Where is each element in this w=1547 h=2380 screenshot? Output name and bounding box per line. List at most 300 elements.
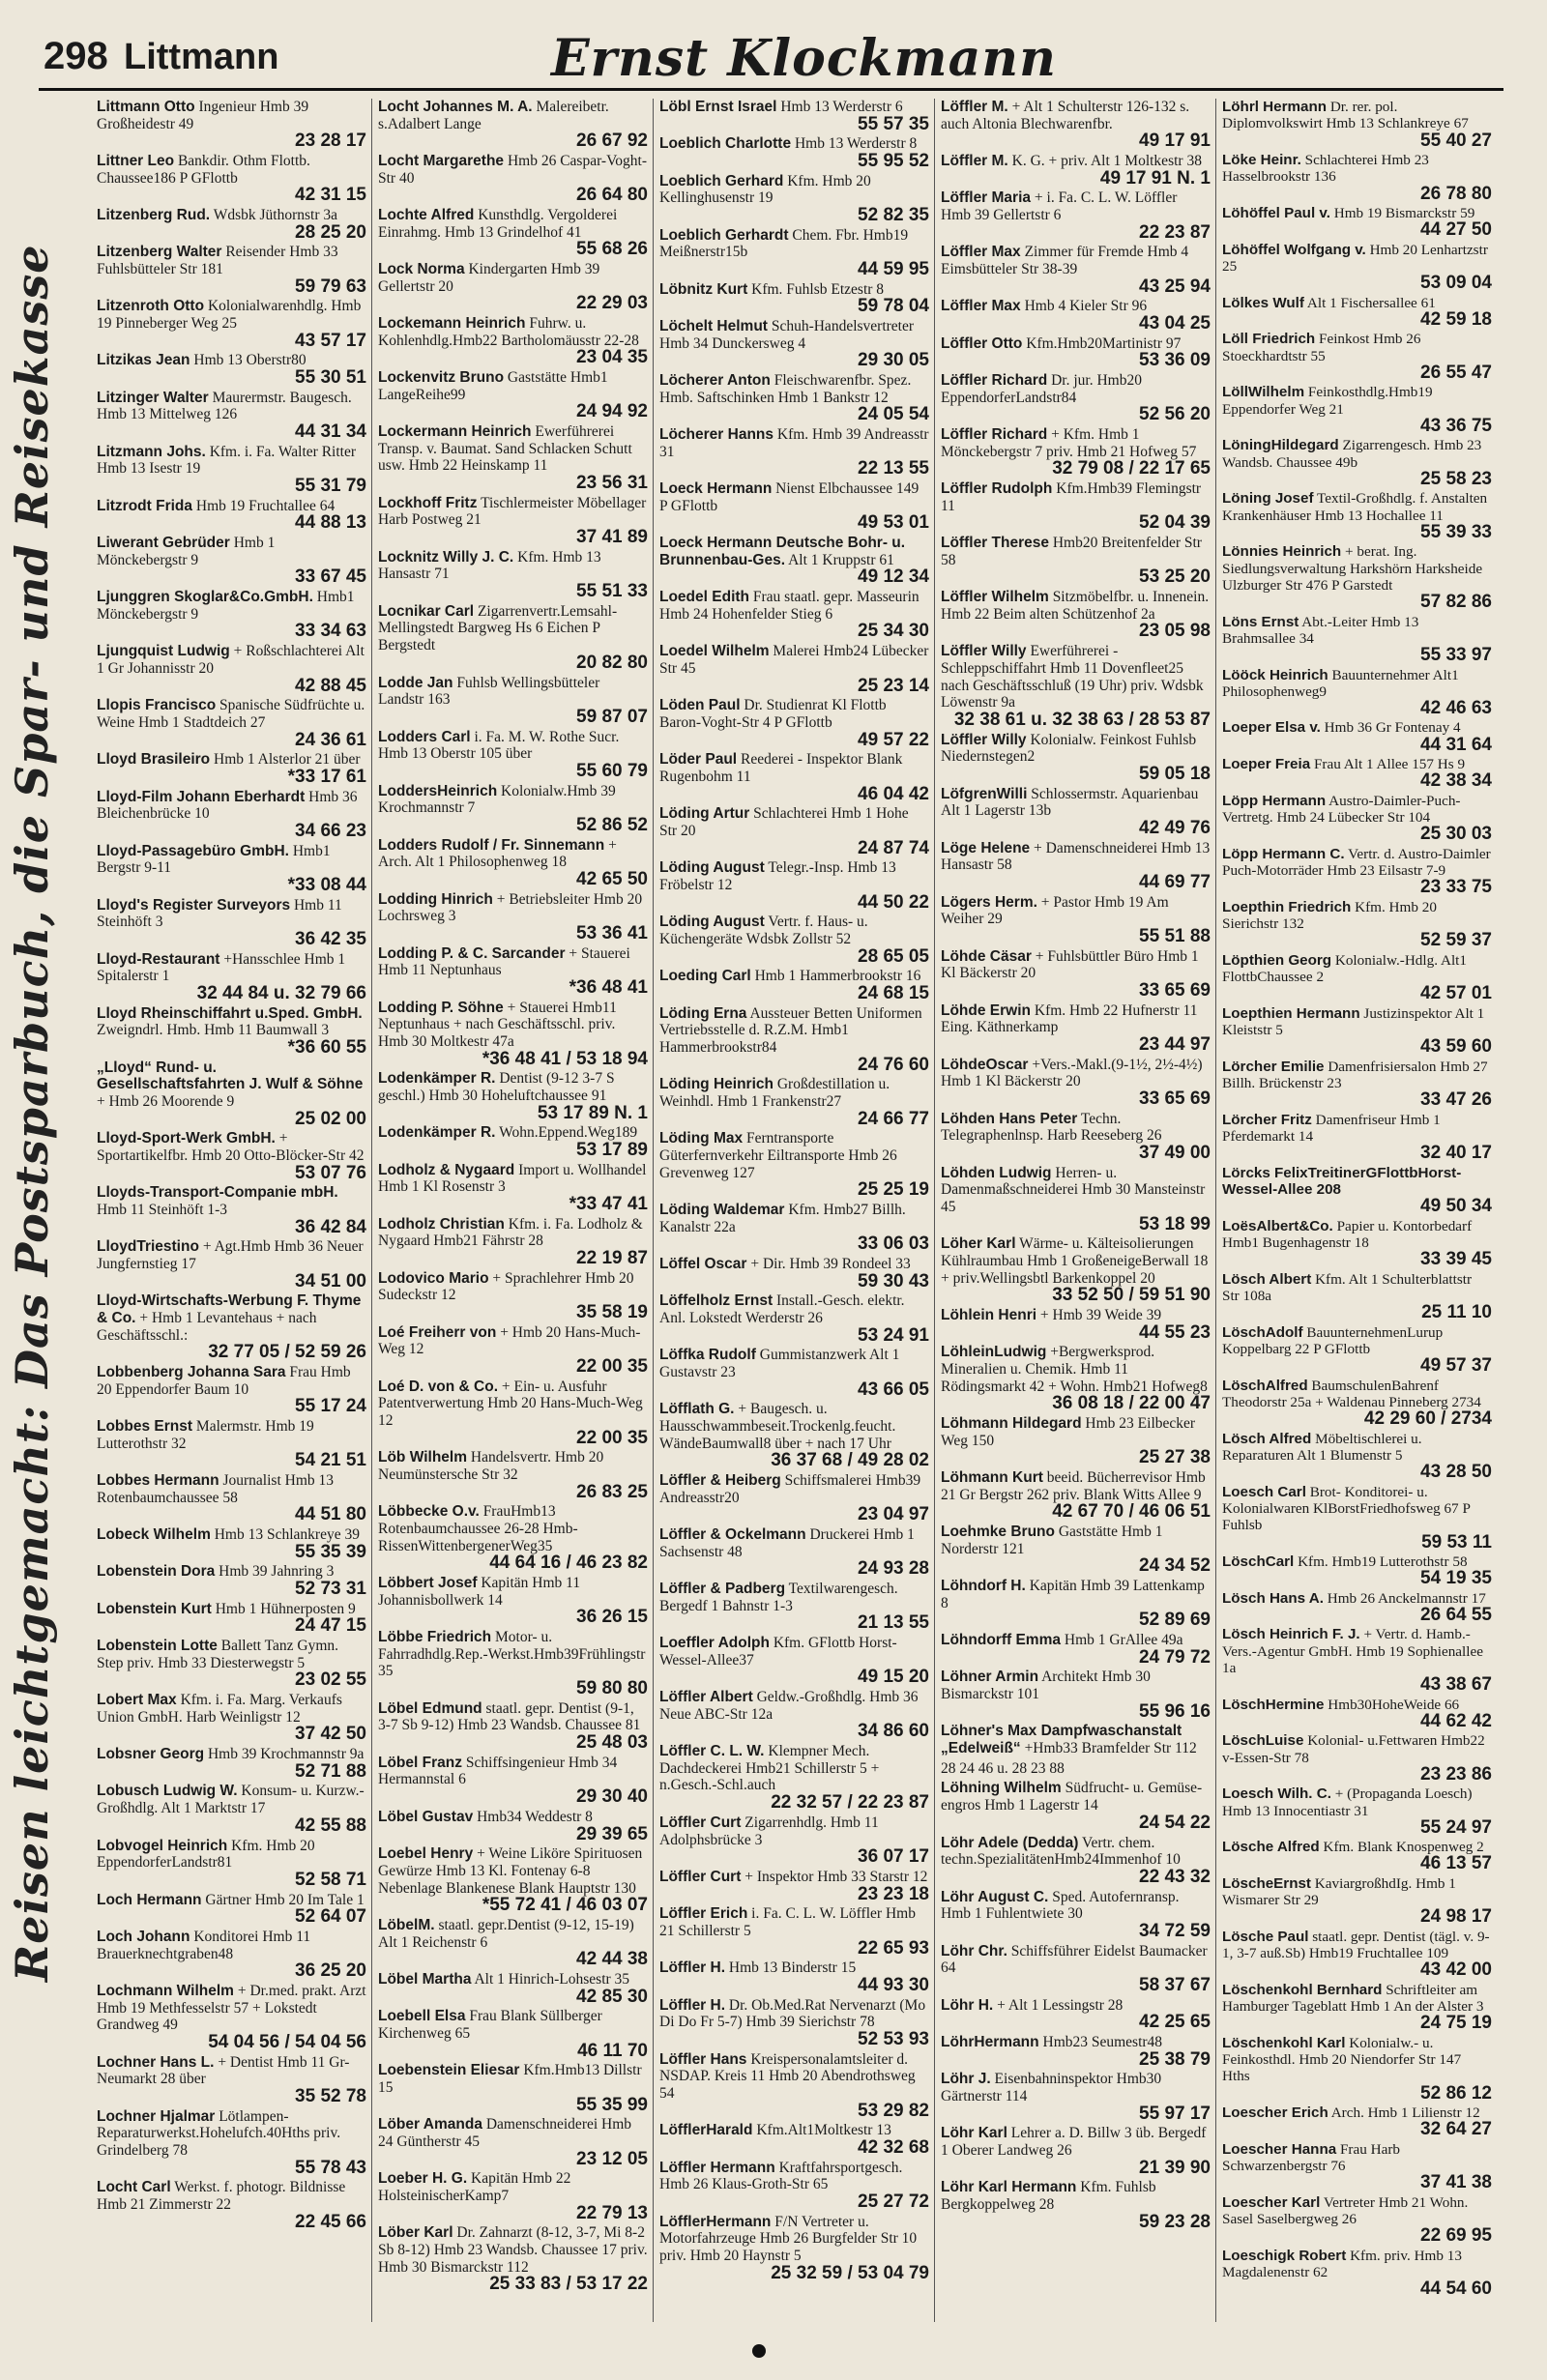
entry-phone: 43 04 25 — [1139, 313, 1211, 334]
directory-entry — [1222, 295, 1492, 329]
entry-details: + Alt 1 Schulterstr 126-132 s. auch Altonia Blechwarenfbr. — [941, 99, 1190, 132]
entry-name: Ljunggren Skoglar&Co.GmbH. — [97, 589, 313, 606]
column-divider — [1215, 99, 1216, 2322]
entry-name: Löbnitz Kurt — [659, 280, 748, 298]
entry-phone: 52 82 35 — [858, 205, 929, 226]
entry-details: Kfm. Hmb 20 EppendorferLandstr81 — [97, 1837, 315, 1872]
directory-entry — [1222, 242, 1492, 292]
directory-entry — [378, 2062, 648, 2113]
entry-phone: 53 09 04 — [1420, 273, 1492, 294]
entry-name: Löhde Cäsar — [941, 947, 1032, 965]
directory-entry — [378, 315, 648, 366]
entry-details: Vertr. d. Austro-Daimler Puch-Motorräder Hmb 23 Eilsastr 7-9 — [1222, 845, 1491, 880]
entry-name: Löffler Otto — [941, 334, 1023, 352]
directory-entry — [659, 1959, 929, 1993]
entry-name: Löffler M. — [941, 153, 1008, 170]
entry-phone: 36 07 17 — [858, 1846, 929, 1868]
directory-entry — [941, 1943, 1211, 1994]
entry-name: Löhmann Kurt — [941, 1469, 1043, 1487]
directory-entry — [941, 99, 1211, 150]
directory-entry — [941, 335, 1211, 369]
entry-phone: 44 69 77 — [1139, 871, 1211, 892]
entry-details: Hmb 1 Alsterlor 21 über — [214, 751, 361, 769]
directory-entry — [97, 298, 366, 349]
entry-name: Löke Heinr. — [1222, 151, 1301, 168]
directory-entry — [941, 1578, 1211, 1629]
entry-name: Locht Margarethe — [378, 153, 505, 170]
entry-phone: 23 28 17 — [295, 131, 366, 152]
entry-phone: 52 86 12 — [1420, 2082, 1492, 2104]
entry-phone: 55 40 27 — [1420, 130, 1492, 151]
entry-details: Malermstr. Hmb 19 Lutterothstr 32 — [97, 1418, 314, 1452]
entry-name: Lloyd Brasileiro — [97, 751, 211, 769]
entry-name: Loeffler Adolph — [659, 1635, 770, 1652]
entry-name: Löden Paul — [659, 697, 741, 714]
entry-details: + i. Fa. C. L. W. Löffler Hmb 39 Gellertstr 6 — [941, 189, 1178, 224]
entry-name: Löffler Richard — [941, 372, 1048, 390]
entry-phone: 59 78 04 — [858, 296, 929, 317]
directory-entry — [97, 390, 366, 441]
directory-entry — [378, 1575, 648, 1626]
entry-name: Lloyd Rheinschiffahrt u.Sped. GmbH. — [97, 1004, 363, 1022]
entry-phone: *36 48 41 / 53 18 94 — [482, 1048, 648, 1069]
entry-phone: 25 27 38 — [1139, 1447, 1211, 1468]
entry-name: Löhde Erwin — [941, 1001, 1031, 1019]
entry-details: Wärme- u. Kälteisolierungen Kühlraumbau Hmb 1 GroßeneigeBerwall 18 + priv.Wellingsbtl Barkenkoppel 20 — [941, 1235, 1209, 1287]
entry-phone: 53 36 09 — [1139, 350, 1211, 371]
entry-phone: 43 57 17 — [295, 330, 366, 351]
entry-name: Lobenstein Kurt — [97, 1600, 212, 1617]
entry-details: Kfm.Hmb39 Flemingstr 11 — [941, 480, 1202, 514]
entry-details: Gaststätte Hmb1 LangeReihe99 — [378, 369, 608, 403]
directory-entry — [1222, 1553, 1492, 1587]
entry-phone: 49 57 22 — [858, 729, 929, 750]
entry-phone: 33 65 69 — [1139, 979, 1211, 1001]
directory-entry — [1222, 756, 1492, 790]
directory-entry — [97, 643, 366, 694]
entry-phone: 26 83 25 — [576, 1481, 648, 1502]
entry-name: Löhner Armin — [941, 1669, 1039, 1686]
directory-entry — [659, 589, 929, 640]
entry-details: Hmb 20 Lenhartzstr 25 — [1222, 241, 1488, 275]
entry-name: Loescher Karl — [1222, 2193, 1321, 2211]
entry-name: Löhmann Hildegard — [941, 1415, 1082, 1433]
entry-name: Lööck Heinrich — [1222, 666, 1328, 683]
entry-name: Löffler Maria — [941, 189, 1032, 207]
directory-entry — [97, 1838, 366, 1889]
entry-name: Löhlein Henri — [941, 1307, 1037, 1324]
directory-entry — [941, 1415, 1211, 1466]
directory-entry — [1222, 1324, 1492, 1375]
entry-phone: 37 42 50 — [295, 1724, 366, 1745]
entry-details: Dr. Studienrat Kl Flottb Baron-Voght-Str 4 P GFlottb — [659, 697, 887, 731]
entry-name: Löb Wilhelm — [378, 1449, 467, 1466]
entry-phone: 29 39 65 — [576, 1823, 648, 1844]
entry-details: + Hmb 20 Hans-Much-Weg 12 — [378, 1323, 641, 1358]
entry-phone: 44 54 60 — [1420, 2278, 1492, 2300]
entry-name: Löhr J. — [941, 2071, 991, 2088]
entry-details: Kfm. Hmb19 Lutterothstr 58 — [1298, 1553, 1468, 1570]
entry-phone: 55 39 33 — [1420, 521, 1492, 542]
entry-name: Loebell Elsa — [378, 2008, 466, 2025]
directory-entry — [1222, 1929, 1492, 1979]
entry-phone: 53 17 89 N. 1 — [537, 1102, 648, 1123]
entry-phone: 42 31 15 — [295, 185, 366, 206]
entry-phone: 23 23 86 — [1420, 1763, 1492, 1785]
entry-phone: 22 43 32 — [1139, 1866, 1211, 1887]
directory-entry — [97, 1526, 366, 1560]
entry-name: Löbel Edmund — [378, 1699, 482, 1717]
entry-details: + Weine Liköre Spirituosen Gewürze Hmb 13 Kl. Fontenay 6-8 Nebenlage Blankenese Blank Hauptstr 130 — [378, 1845, 643, 1897]
entry-phone: 53 18 99 — [1139, 1213, 1211, 1234]
entry-phone: 46 04 42 — [858, 783, 929, 804]
directory-entry — [941, 948, 1211, 1000]
directory-entry — [97, 1601, 366, 1635]
entry-name: Loedel Edith — [659, 589, 749, 606]
entry-details: Hmb 1 Hammerbrookstr 16 — [754, 968, 921, 985]
entry-details: Hmb 19 Fruchtallee 64 — [195, 497, 336, 514]
directory-entry — [1222, 1732, 1492, 1783]
entry-phone: 28 25 20 — [295, 221, 366, 243]
entry-phone: 25 27 72 — [858, 2191, 929, 2212]
entry-phone: 23 04 35 — [576, 347, 648, 368]
entry-name: Löding Erna — [659, 1004, 747, 1022]
entry-phone: 59 23 28 — [1139, 2211, 1211, 2232]
entry-name: Loeblich Charlotte — [659, 135, 792, 153]
directory-entry — [378, 1124, 648, 1158]
entry-details: Motor- u. Fahrradhdlg.Rep.-Werkst.Hmb39Frühlingstr 35 — [378, 1629, 646, 1680]
entry-phone: 23 56 31 — [576, 473, 648, 494]
directory-entry — [378, 423, 648, 492]
directory-entry — [97, 951, 366, 1002]
entry-name: LöllWilhelm — [1222, 384, 1305, 401]
entry-name: Loepthien Hermann — [1222, 1004, 1360, 1022]
entry-name: Löschenkohl Karl — [1222, 2034, 1346, 2051]
entry-phone: 42 65 50 — [576, 868, 648, 889]
entry-details: Malerei Hmb24 Lübecker Str 45 — [659, 643, 929, 677]
directory-entry — [659, 99, 929, 132]
entry-phone: 53 17 89 — [576, 1139, 648, 1160]
entry-name: Löbbecke O.v. — [378, 1503, 480, 1521]
entry-details: Hmb1 Mönckebergstr 9 — [97, 589, 355, 623]
entry-details: Schriftleiter am Hamburger Tageblatt Hmb 1 An der Alster 3 — [1222, 1981, 1484, 2016]
entry-name: LöscheErnst — [1222, 1874, 1311, 1892]
entry-phone: 22 69 95 — [1420, 2225, 1492, 2247]
entry-name: Locht Johannes M. A. — [378, 99, 533, 115]
entry-details: Konditorei Hmb 11 Brauerknechtgraben48 — [97, 1928, 311, 1962]
page-header — [39, 29, 1503, 87]
entry-phone: 49 15 20 — [858, 1667, 929, 1688]
directory-entry — [378, 2170, 648, 2221]
directory-entry — [378, 675, 648, 726]
entry-phone: 24 68 15 — [858, 982, 929, 1003]
entry-name: Loedel Wilhelm — [659, 643, 770, 660]
directory-entry — [659, 1472, 929, 1524]
directory-entry — [97, 207, 366, 241]
entry-name: Lörcks FelixTreitinerGFlottbHorst-Wessel-Allee 208 — [1222, 1164, 1462, 1199]
directory-entry — [941, 894, 1211, 945]
directory-entry — [1222, 490, 1492, 540]
entry-details: Kfm. Hmb 22 Hufnerstr 11 Eing. Käthnerkamp — [941, 1001, 1198, 1036]
entry-details: Vertr. chem. techn.SpezialitätenHmb24Immenhof 10 — [941, 1834, 1181, 1869]
entry-details: Hmb 11 Steinhöft 1-3 — [97, 1201, 228, 1218]
entry-name: Löhden Hans Peter — [941, 1110, 1078, 1127]
entry-name: Löcherer Anton — [659, 372, 771, 390]
entry-details: Install.-Gesch. elektr. Anl. Lokstedt Werderstr 26 — [659, 1292, 905, 1327]
entry-details: Ferntransporte Güterfernverkehr Eiltransporte Hmb 26 Grevenweg 127 — [659, 1130, 897, 1181]
entry-name: Löll Friedrich — [1222, 331, 1316, 348]
entry-phone: *36 48 41 — [569, 976, 648, 998]
directory-entry — [1222, 667, 1492, 717]
entry-phone: 22 65 93 — [858, 1937, 929, 1959]
entry-phone: 29 30 05 — [858, 350, 929, 371]
entry-phone: 53 25 20 — [1139, 566, 1211, 588]
entry-details: Schiffsmalerei Hmb39 Andreasstr20 — [659, 1472, 921, 1506]
entry-name: Löhrl Hermann — [1222, 99, 1328, 115]
entry-details: Dr. Zahnarzt (8-12, 3-7, Mi 8-2 Sb 8-12) Hmb 23 Wandsb. Chaussee 17 priv. Hmb 30 Bismarckstr 112 — [378, 2224, 648, 2276]
directory-entry — [1222, 1839, 1492, 1872]
directory-entry — [941, 1669, 1211, 1720]
entry-phone: 55 24 97 — [1420, 1816, 1492, 1838]
directory-entry — [378, 2224, 648, 2293]
entry-name: Lobbenberg Johanna Sara — [97, 1364, 286, 1381]
entry-details: K. G. + priv. Alt 1 Moltkestr 38 — [1011, 153, 1202, 170]
directory-entry — [97, 697, 366, 748]
entry-name: Löffler Willy — [941, 731, 1027, 748]
entry-phone: 55 57 35 — [858, 113, 929, 134]
directory-entry — [97, 535, 366, 586]
entry-phone: 35 58 19 — [576, 1302, 648, 1323]
directory-entry — [941, 2034, 1211, 2068]
entry-details: Ingenieur Hmb 39 Großheidestr 49 — [97, 99, 309, 132]
entry-phone: 32 77 05 / 52 59 26 — [208, 1342, 366, 1363]
directory-entry — [941, 1057, 1211, 1108]
entry-details: Kfm. Fuhlsb Bergkoppelweg 28 — [941, 2179, 1156, 2213]
entry-phone: 24 54 22 — [1139, 1812, 1211, 1833]
directory-entry — [1222, 1431, 1492, 1481]
entry-name: Löhr Karl Hermann — [941, 2179, 1077, 2196]
entry-details: Zweigndrl. Hmb. Hmb 11 Baumwall 3 — [97, 1022, 330, 1039]
entry-details: Hmb 36 Gr Fontenay 4 — [1324, 719, 1461, 737]
entry-phone: 55 78 43 — [295, 2157, 366, 2178]
entry-details: Hmb 23 Eilbecker Weg 150 — [941, 1415, 1196, 1449]
entry-name: Loch Hermann — [97, 1891, 202, 1908]
entry-name: Löder Paul — [659, 751, 738, 769]
entry-name: Löge Helene — [941, 839, 1031, 856]
entry-name: Lodholz & Nygaard — [378, 1161, 515, 1178]
entry-phone: 26 67 92 — [576, 131, 648, 152]
entry-details: Textil-Großhdlg. f. Anstalten Krankenhäuser Hmb 13 Hochallee 11 — [1222, 490, 1488, 524]
directory-entry — [659, 1347, 929, 1398]
entry-details: + Agt.Hmb Hmb 36 Neuer Jungfernstieg 17 — [97, 1238, 364, 1272]
entry-name: Loescher Hanna — [1222, 2140, 1337, 2158]
directory-entry — [378, 1503, 648, 1572]
entry-name: Lloyd's Register Surveyors — [97, 896, 291, 914]
entry-details: Kfm. i. Fa. Walter Ritter Hmb 13 Isestr 19 — [97, 443, 356, 478]
entry-name: Lloyd-Film Johann Eberhardt — [97, 788, 306, 805]
entry-phone: 34 86 60 — [858, 1721, 929, 1742]
entry-details: Import u. Wollhandel Hmb 1 Kl Rosenstr 3 — [378, 1161, 647, 1196]
entry-name: Lodholz Christian — [378, 1215, 505, 1233]
directory-entry — [941, 2179, 1211, 2230]
entry-details: Malereibetr. s.Adalbert Lange — [378, 99, 609, 132]
entry-details: Zimmer für Fremde Hmb 4 Eimsbütteler Str 38-39 — [941, 244, 1189, 278]
entry-phone: 52 64 07 — [295, 1906, 366, 1928]
entry-phone: 24 93 28 — [858, 1558, 929, 1580]
entry-details: beeid. Bücherrevisor Hmb 21 Gr Bergstr 262 priv. Blank Witts Allee 9 — [941, 1469, 1206, 1503]
directory-entry — [659, 173, 929, 224]
entry-name: LoësAlbert&Co. — [1222, 1217, 1333, 1234]
entry-phone: 55 68 26 — [576, 239, 648, 260]
entry-name: Loehmke Bruno — [941, 1524, 1055, 1541]
entry-name: Loescher Erich — [1222, 2104, 1328, 2122]
entry-phone: 33 47 26 — [1420, 1089, 1492, 1111]
directory-columns — [97, 99, 1503, 2322]
directory-entry — [659, 1635, 929, 1686]
entry-name: Löpp Hermann — [1222, 792, 1327, 809]
entry-name: Loeblich Gerhardt — [659, 226, 789, 244]
directory-entry — [659, 968, 929, 1001]
entry-phone: *33 47 41 — [569, 1193, 648, 1214]
entry-phone: 22 32 57 / 22 23 87 — [771, 1792, 929, 1814]
entry-phone: 49 17 91 N. 1 — [1099, 167, 1211, 189]
directory-column — [378, 99, 648, 2322]
entry-name: Lösch Alfred — [1222, 1430, 1312, 1447]
entry-details: + Ein- u. Ausfuhr Patentverwertung Hmb 20 Hans-Much-Weg 12 — [378, 1378, 643, 1430]
directory-entry — [941, 1997, 1211, 2031]
entry-details: Alt 1 Fischersallee 61 — [1306, 294, 1436, 311]
entry-name: Löffler Max — [941, 244, 1021, 261]
entry-name: Löffelholz Ernst — [659, 1292, 774, 1310]
entry-phone: 44 27 50 — [1420, 219, 1492, 241]
entry-phone: 42 25 65 — [1139, 2012, 1211, 2033]
entry-details: Vertreter Hmb 21 Wohn. Sasel Saselbergweg 26 — [1222, 2193, 1469, 2228]
directory-entry — [659, 135, 929, 172]
entry-details: Hmb 13 Schlankreye 39 — [214, 1526, 360, 1544]
entry-phone: 55 35 39 — [295, 1541, 366, 1562]
entry-details: Lötlampen-Reparaturwerkst.Hohelufch.40Hths priv. Grindelberg 78 — [97, 2107, 341, 2159]
entry-phone: 57 82 86 — [1420, 592, 1492, 613]
entry-name: Lodding P. & C. Sarcander — [378, 944, 566, 962]
entry-phone: 53 36 41 — [576, 922, 648, 943]
entry-phone: 25 30 03 — [1420, 824, 1492, 845]
entry-phone: 34 66 23 — [295, 820, 366, 841]
entry-name: Lodenkämper R. — [378, 1124, 496, 1142]
entry-phone: 46 13 57 — [1420, 1853, 1492, 1874]
entry-phone: 59 53 11 — [1421, 1531, 1492, 1553]
entry-name: Löffler Wilhelm — [941, 589, 1049, 606]
directory-entry — [941, 732, 1211, 783]
entry-name: LöschCarl — [1222, 1553, 1295, 1570]
entry-name: Lobenstein Lotte — [97, 1638, 218, 1655]
entry-name: LöschLuise — [1222, 1732, 1304, 1750]
directory-entry — [659, 751, 929, 802]
entry-details: Kindergarten Hmb 39 Gellertstr 20 — [378, 261, 600, 295]
entry-name: Lörcher Emilie — [1222, 1058, 1325, 1075]
entry-name: Loé Freiherr von — [378, 1323, 497, 1341]
entry-phone: 25 48 03 — [576, 1732, 648, 1754]
entry-details: + Stauerei Hmb11 Neptunhaus + nach Geschäftsschl. priv. Hmb 30 Moltkestr 47a — [378, 999, 617, 1050]
directory-entry — [378, 1000, 648, 1068]
entry-details: + Sportartikelfbr. Hmb 20 Otto-Blöcker-Str 42 — [97, 1130, 365, 1164]
entry-name: Loeding Carl — [659, 968, 751, 985]
entry-details: Justizinspektor Alt 1 Kleiststr 5 — [1222, 1004, 1485, 1039]
entry-details: Kapitän Hmb 11 Johannisbollwerk 14 — [378, 1575, 581, 1609]
entry-phone: 37 49 00 — [1139, 1142, 1211, 1163]
column-divider — [371, 99, 372, 2322]
entry-phone: 23 04 97 — [858, 1504, 929, 1525]
entry-phone: *33 17 61 — [287, 766, 366, 787]
entry-phone: 42 44 38 — [576, 1949, 648, 1970]
directory-entry — [97, 244, 366, 295]
entry-name: Loch Johann — [97, 1928, 190, 1945]
directory-entry — [97, 153, 366, 204]
directory-entry — [378, 729, 648, 780]
entry-details: Kfm. Hmb27 Billh. Kanalstr 22a — [659, 1201, 906, 1235]
entry-name: Lockemann Heinrich — [378, 315, 526, 333]
entry-details: + Dir. Hmb 39 Rondeel 33 — [750, 1256, 911, 1272]
directory-entry — [1222, 1165, 1492, 1215]
entry-details: Wohn.Eppend.Weg189 — [499, 1124, 638, 1142]
entry-details: Bauunternehmer Alt1 Philosophenweg9 — [1222, 666, 1459, 700]
entry-phone: 49 17 91 — [1139, 131, 1211, 152]
entry-phone: 35 52 78 — [295, 2085, 366, 2106]
entry-name: Lloyds-Transport-Companie mbH. — [97, 1184, 338, 1202]
entry-details: Austro-Daimler-Puch-Vertretg. Hmb 24 Lübecker Str 104 — [1222, 792, 1461, 827]
directory-entry — [1222, 1697, 1492, 1730]
directory-entry — [1222, 1059, 1492, 1109]
entry-details: Journalist Hmb 13 Rotenbaumchaussee 58 — [97, 1472, 335, 1506]
directory-entry — [941, 1307, 1211, 1341]
entry-details: + Dentist Hmb 11 Gr-Neumarkt 28 über — [97, 2053, 350, 2088]
entry-details: Hmb 4 Kieler Str 96 — [1024, 298, 1148, 315]
entry-name: Löhöffel Paul v. — [1222, 204, 1330, 221]
entry-details: Gummistanzwerk Alt 1 Gustavstr 23 — [659, 1347, 900, 1381]
entry-phone: 36 37 68 / 49 28 02 — [771, 1450, 929, 1471]
entry-phone: 52 86 52 — [576, 814, 648, 835]
entry-phone: 26 64 55 — [1420, 1604, 1492, 1625]
directory-entry — [1222, 1484, 1492, 1551]
entry-phone: 59 30 43 — [858, 1270, 929, 1292]
entry-name: LöbelM. — [378, 1916, 435, 1933]
entry-details: Herren- u. Damenmaßschneiderei Hmb 30 Mansteinstr 45 — [941, 1164, 1206, 1215]
entry-name: Litzenberg Walter — [97, 244, 222, 261]
entry-details: Hmb 39 Jahnring 3 — [219, 1563, 335, 1581]
directory-entry — [97, 1238, 366, 1290]
directory-entry — [659, 2160, 929, 2211]
entry-details: Hmb23 Seumestr48 — [1042, 2033, 1163, 2050]
entry-phone: 55 60 79 — [576, 760, 648, 781]
directory-entry — [659, 1292, 929, 1344]
entry-name: Löffler Richard — [941, 426, 1048, 444]
directory-entry — [941, 189, 1211, 241]
entry-details: Kfm. Fuhlsb Etzestr 8 — [751, 280, 885, 298]
directory-entry — [378, 1324, 648, 1376]
entry-phone: 58 37 67 — [1139, 1974, 1211, 1995]
entry-name: Lodders Carl — [378, 728, 471, 745]
entry-name: Lodovico Mario — [378, 1269, 489, 1287]
entry-details: BauunternehmenLurup Koppelbarg 22 P GFlottb — [1222, 1323, 1444, 1357]
entry-phone: 43 25 94 — [1139, 276, 1211, 297]
entry-phone: 44 64 16 / 46 23 82 — [489, 1553, 648, 1574]
entry-phone: 53 29 82 — [858, 2100, 929, 2121]
directory-entry — [941, 643, 1211, 728]
entry-name: Löding Heinrich — [659, 1076, 774, 1093]
entry-phone: 36 08 18 / 22 00 47 — [1052, 1393, 1211, 1414]
entry-details: Kfm. Hmb 39 Andreasstr 31 — [659, 426, 929, 460]
entry-phone: 52 73 31 — [295, 1579, 366, 1600]
entry-name: Litzmann Johs. — [97, 443, 206, 460]
